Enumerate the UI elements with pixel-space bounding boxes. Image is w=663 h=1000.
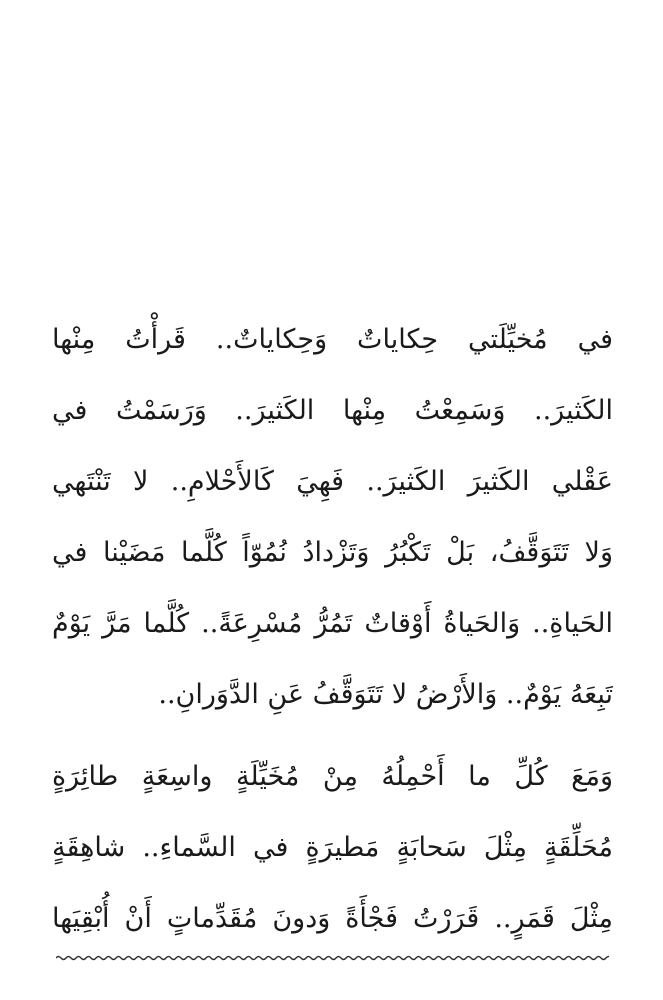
- wavy-divider-icon: [56, 952, 609, 964]
- text-line: في مُخيِّلَتي حِكاياتٌ وَحِكاياتٌ.. قَرأْتُ مِنْها: [52, 324, 613, 355]
- text-line: تَبِعَهُ يَوْمٌ.. وَالأَرْضُ لا تَتَوَقَّفُ عَنِ الدَّوَرانِ..: [158, 679, 613, 710]
- text-line: وَلا تَتَوَقَّفُ، بَلْ تَكْبُرُ وَتَزْدادُ نُمُوّاً كُلَّما مَضَيْنا في: [52, 537, 613, 568]
- text-line: مُحَلِّقَةٍ مِثْلَ سَحابَةٍ مَطيرَةٍ في السَّماءِ.. شاهِقَةٍ: [52, 832, 613, 863]
- text-line: عَقْلي الكَثيرَ الكَثيرَ.. فَهِيَ كَالأَحْلامِ.. لا تَنْتَهي: [52, 466, 613, 497]
- text-line: الكَثيرَ.. وَسَمِعْتُ مِنْها الكَثيرَ.. وَرَسَمْتُ في: [52, 395, 613, 426]
- paragraph-2: [52, 741, 613, 954]
- paragraph-1: [52, 304, 613, 730]
- text-line: مِثْلَ قَمَرٍ.. قَرَرْتُ فَجْأَةً وَدونَ مُقَدِّماتٍ أَنْ أُبْقِيَها: [52, 903, 613, 934]
- text-line: وَمَعَ كُلِّ ما أَحْمِلُهُ مِنْ مُخَيِّلَةٍ واسِعَةٍ طائِرَةٍ: [52, 761, 613, 792]
- text-line: الحَياةِ.. وَالحَياةُ أَوْقاتٌ تَمُرُّ مُسْرِعَةً.. كُلَّما مَرَّ يَوْمٌ: [52, 608, 613, 639]
